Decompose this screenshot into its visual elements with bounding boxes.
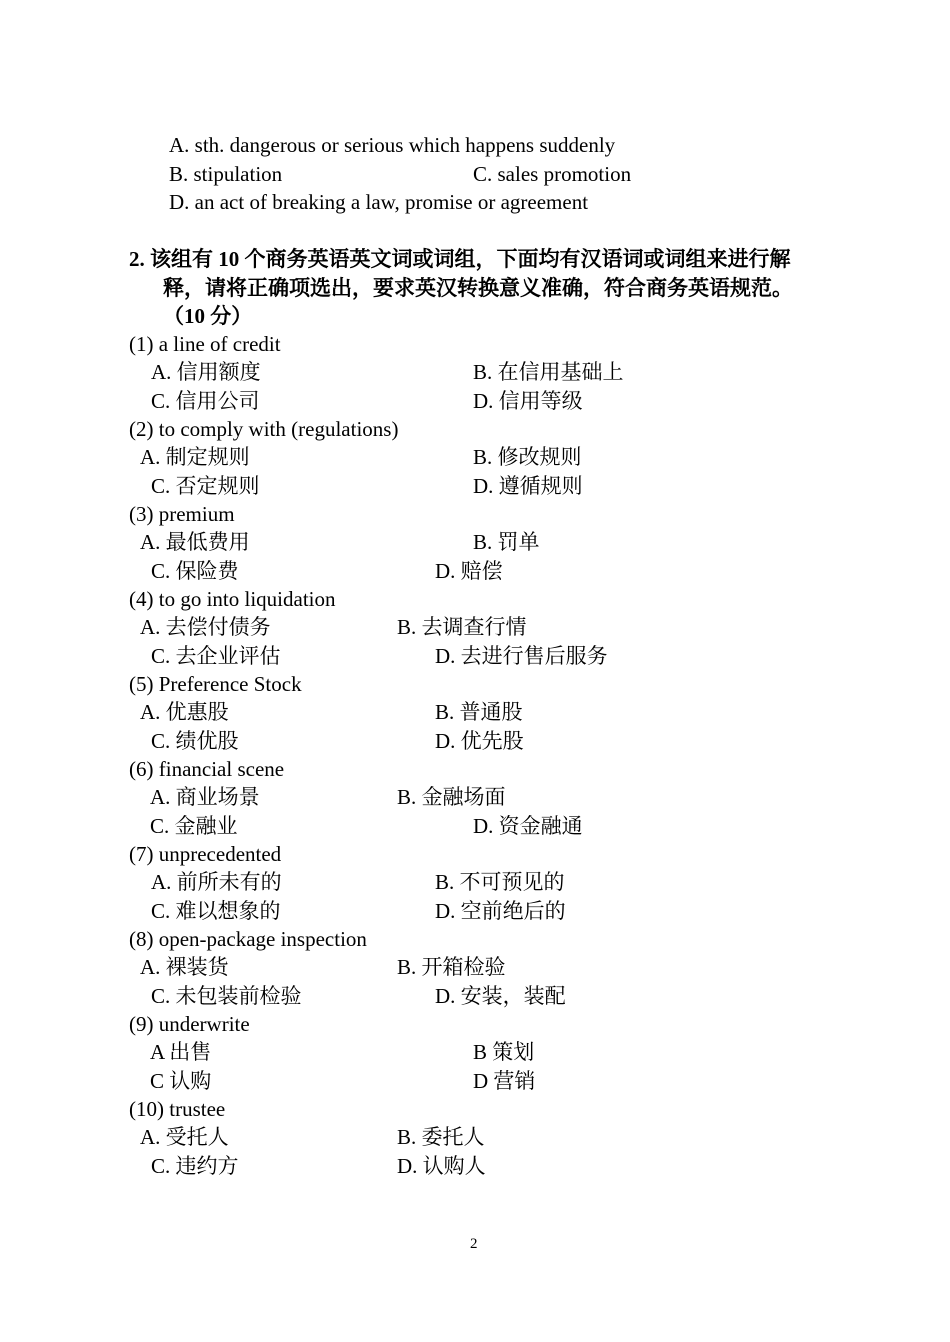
option-c: C. 否定规则: [151, 474, 260, 498]
option-d: D. 认购人: [397, 1154, 486, 1178]
question-prompt: (7) unprecedented: [129, 842, 282, 866]
option-a: A. 信用额度: [151, 360, 261, 384]
option-b: B. stipulation: [169, 162, 283, 186]
section-heading-line3: （10 分）: [163, 304, 253, 328]
option-d: D. 安装，装配: [435, 984, 566, 1008]
option-a: A. 制定规则: [140, 445, 250, 469]
option-a: A. 最低费用: [140, 530, 250, 554]
question-prompt: (4) to go into liquidation: [129, 587, 336, 611]
option-c: C. 违约方: [151, 1154, 239, 1178]
option-c: C. 难以想象的: [151, 899, 281, 923]
page-number: 2: [470, 1236, 478, 1252]
option-a: A. sth. dangerous or serious which happens suddenly: [169, 133, 616, 157]
option-c: C. 金融业: [150, 814, 238, 838]
option-d: D. 空前绝后的: [435, 899, 566, 923]
option-b: B 策划: [473, 1040, 535, 1064]
option-d: D. 遵循规则: [473, 474, 583, 498]
option-a: A. 去偿付债务: [140, 615, 271, 639]
question-prompt: (5) Preference Stock: [129, 672, 302, 696]
option-b: B. 开箱检验: [397, 955, 506, 979]
option-b: B. 金融场面: [397, 785, 506, 809]
option-a: A. 受托人: [140, 1125, 229, 1149]
option-a: A. 商业场景: [150, 785, 260, 809]
section-heading-line2: 释，请将正确项选出，要求英汉转换意义准确，符合商务英语规范。: [163, 276, 793, 300]
option-c: C. 保险费: [151, 559, 239, 583]
question-prompt: (9) underwrite: [129, 1012, 250, 1036]
question-prompt: (2) to comply with (regulations): [129, 417, 399, 441]
option-d: D. 信用等级: [473, 389, 583, 413]
option-a: A 出售: [150, 1040, 212, 1064]
option-b: B. 普通股: [435, 700, 523, 724]
option-b: B. 修改规则: [473, 445, 582, 469]
question-prompt: (1) a line of credit: [129, 332, 281, 356]
option-a: A. 裸装货: [140, 955, 229, 979]
option-d: D. 资金融通: [473, 814, 583, 838]
option-c: C 认购: [150, 1069, 212, 1093]
option-c: C. 信用公司: [151, 389, 260, 413]
option-c: C. 未包装前检验: [151, 984, 302, 1008]
section-heading-line1: 2. 该组有 10 个商务英语英文词或词组，下面均有汉语词或词组来进行解: [129, 247, 791, 271]
option-c: C. sales promotion: [473, 162, 632, 186]
option-c: C. 去企业评估: [151, 644, 281, 668]
question-prompt: (8) open-package inspection: [129, 927, 367, 951]
option-d: D. 赔偿: [435, 559, 503, 583]
option-b: B. 去调查行情: [397, 615, 527, 639]
option-b: B. 不可预见的: [435, 870, 565, 894]
option-d: D 营销: [473, 1069, 536, 1093]
option-d: D. 优先股: [435, 729, 524, 753]
option-a: A. 优惠股: [140, 700, 229, 724]
question-prompt: (10) trustee: [129, 1097, 226, 1121]
option-b: B. 在信用基础上: [473, 360, 624, 384]
option-d: D. an act of breaking a law, promise or agreement: [169, 190, 589, 214]
option-b: B. 罚单: [473, 530, 540, 554]
option-d: D. 去进行售后服务: [435, 644, 608, 668]
question-prompt: (3) premium: [129, 502, 235, 526]
option-c: C. 绩优股: [151, 729, 239, 753]
question-prompt: (6) financial scene: [129, 757, 285, 781]
option-b: B. 委托人: [397, 1125, 485, 1149]
option-a: A. 前所未有的: [151, 870, 282, 894]
